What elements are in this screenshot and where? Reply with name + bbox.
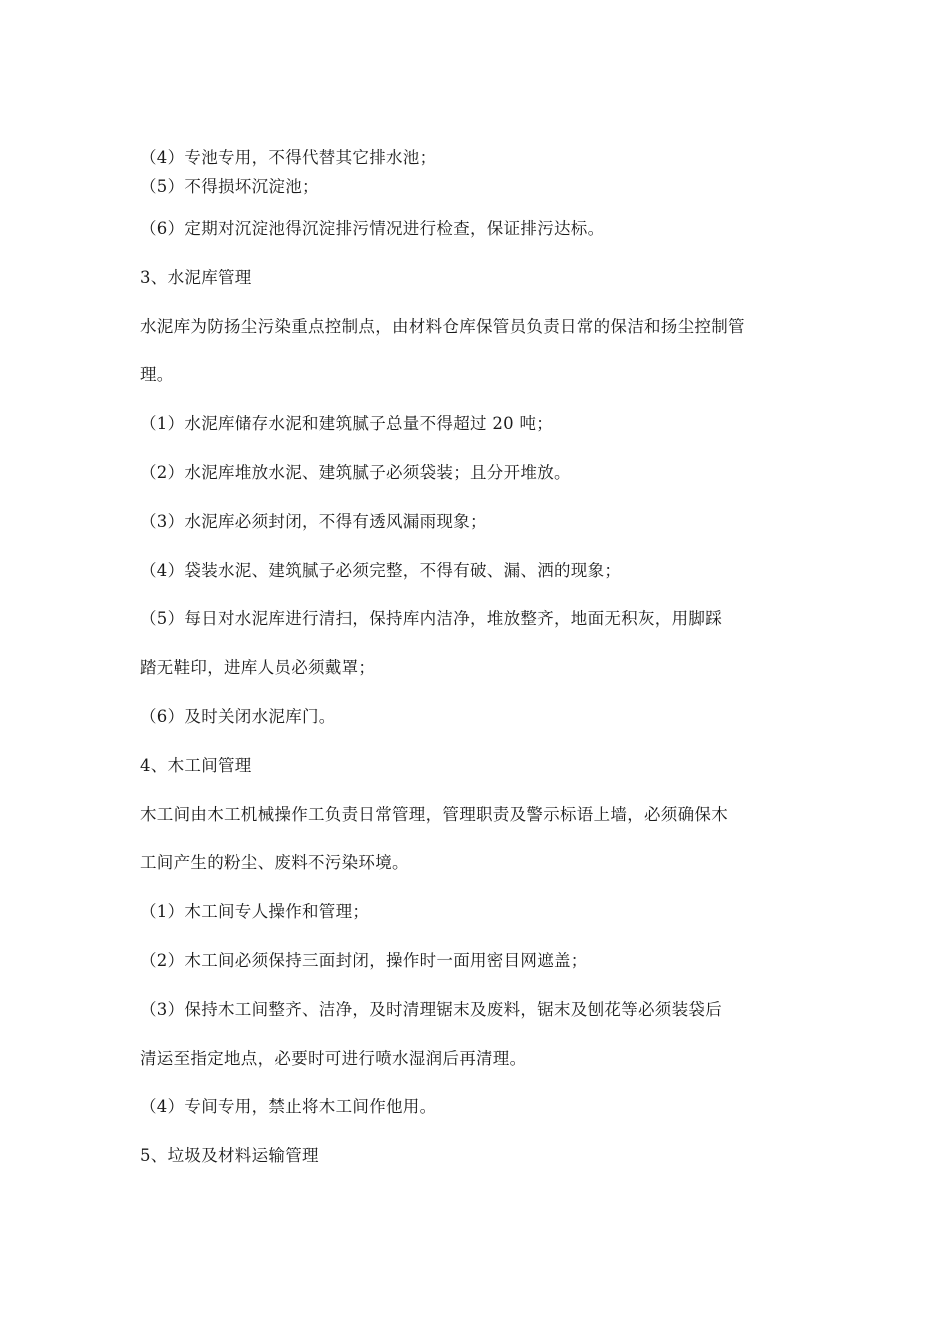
paragraph-woodshop-item-1: （1）木工间专人操作和管理；: [140, 902, 370, 921]
paragraph-woodshop-item-3-cont: 清运至指定地点，必要时可进行喷水湿润后再清理。: [140, 1049, 527, 1068]
section-heading-woodshop: 4、木工间管理: [140, 756, 252, 775]
paragraph-cement-item-6: （6）及时关闭水泥库门。: [140, 707, 336, 726]
paragraph-item-4-pool: （4）专池专用，不得代替其它排水池；: [140, 148, 437, 167]
paragraph-cement-item-2: （2）水泥库堆放水泥、建筑腻子必须袋装；且分开堆放。: [140, 463, 571, 482]
paragraph-item-5-pool: （5）不得损坏沉淀池；: [140, 177, 319, 196]
paragraph-cement-intro: 水泥库为防扬尘污染重点控制点，由材料仓库保管员负责日常的保洁和扬尘控制管: [140, 317, 745, 336]
paragraph-cement-item-1: （1）水泥库储存水泥和建筑腻子总量不得超过 20 吨；: [140, 414, 554, 433]
paragraph-woodshop-intro-cont: 工间产生的粉尘、废料不污染环境。: [140, 853, 409, 872]
paragraph-cement-item-4: （4）袋装水泥、建筑腻子必须完整，不得有破、漏、洒的现象；: [140, 561, 622, 580]
section-heading-cement-storage: 3、水泥库管理: [140, 268, 252, 287]
paragraph-woodshop-item-2: （2）木工间必须保持三面封闭，操作时一面用密目网遮盖；: [140, 951, 588, 970]
paragraph-woodshop-item-3: （3）保持木工间整齐、洁净，及时清理锯末及废料，锯末及刨花等必须装袋后: [140, 1000, 722, 1019]
paragraph-woodshop-item-4: （4）专间专用，禁止将木工间作他用。: [140, 1097, 437, 1116]
paragraph-item-6-pool: （6）定期对沉淀池得沉淀排污情况进行检查，保证排污达标。: [140, 219, 605, 238]
paragraph-woodshop-intro: 木工间由木工机械操作工负责日常管理，管理职责及警示标语上墙，必须确保木: [140, 805, 728, 824]
paragraph-cement-item-3: （3）水泥库必须封闭，不得有透风漏雨现象；: [140, 512, 487, 531]
paragraph-cement-intro-cont: 理。: [140, 365, 174, 384]
paragraph-cement-item-5: （5）每日对水泥库进行清扫，保持库内洁净，堆放整齐，地面无积灰，用脚踩: [140, 609, 722, 628]
section-heading-waste-transport: 5、垃圾及材料运输管理: [140, 1146, 319, 1165]
paragraph-cement-item-5-cont: 踏无鞋印，进库人员必须戴罩；: [140, 658, 376, 677]
